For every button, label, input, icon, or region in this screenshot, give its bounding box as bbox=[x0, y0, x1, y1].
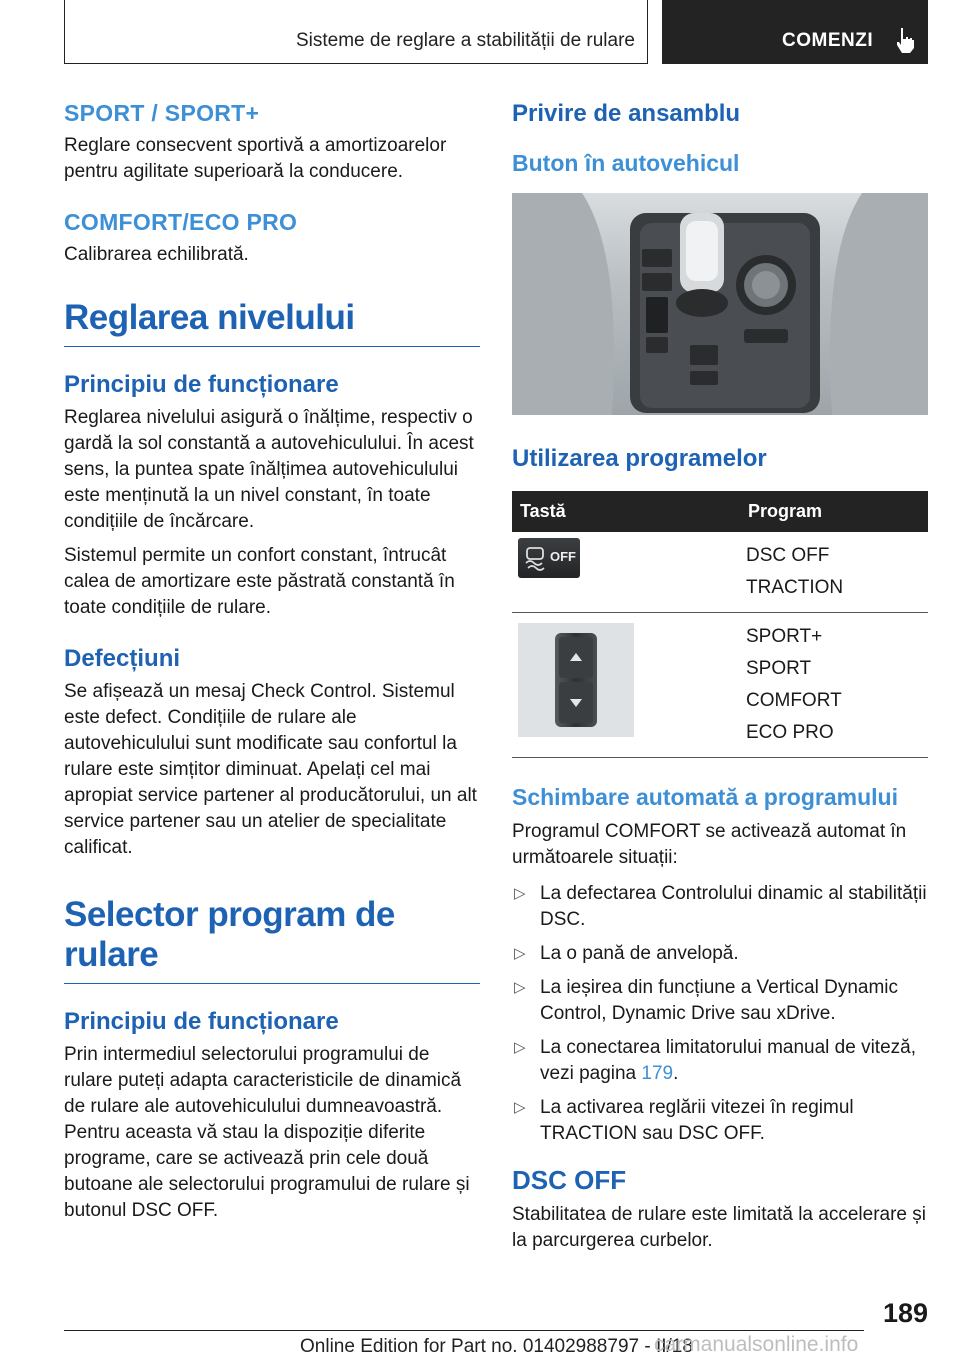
button-heading: Buton în autovehicul bbox=[512, 150, 740, 176]
defects-heading: Defecțiuni bbox=[64, 645, 181, 672]
auto-change-heading: Schimbare automată a programului bbox=[512, 784, 898, 810]
dsc-off-button-icon bbox=[518, 538, 580, 578]
header-chapter-tab[interactable] bbox=[662, 0, 928, 64]
triangle-bullet-icon: ▷ bbox=[514, 885, 526, 902]
footer-edition: Online Edition for Part no. 01402988797 - II/18 bbox=[300, 1336, 693, 1357]
triangle-bullet-icon: ▷ bbox=[514, 1039, 526, 1056]
right-column bbox=[512, 100, 928, 1254]
dsc-off-key-label: OFF bbox=[550, 549, 576, 564]
table-row bbox=[512, 532, 928, 613]
list-item: ▷ La o pană de anvelopă. bbox=[512, 941, 928, 967]
comfort-heading: COMFORT/ECO PRO bbox=[64, 209, 298, 235]
footer-divider bbox=[64, 1330, 864, 1331]
triangle-bullet-icon: ▷ bbox=[514, 1099, 526, 1116]
pointing-hand-icon bbox=[894, 26, 918, 54]
program-eco-pro: ECO PRO bbox=[746, 722, 834, 743]
list-item: ▷ La conectarea limitatorului manual de viteză, vezi pagina 179. bbox=[514, 1037, 916, 1084]
sport-heading: SPORT / SPORT+ bbox=[64, 100, 260, 126]
list-item: ▷ La defectarea Controlului dinamic al stabilității DSC. bbox=[514, 883, 927, 930]
level-paragraph-1: Reglarea nivelului asigură o înălțime, respectiv o gardă la sol constantă a autovehiculului. În acest sens, la puntea spate înălțimea autovehiculului este menținută la un nivel constant, în toate condițiile de încărcare. bbox=[64, 407, 474, 532]
table-header-program: Program bbox=[740, 491, 928, 532]
up-down-rocker-switch-icon bbox=[518, 623, 634, 737]
console-photo bbox=[512, 193, 928, 415]
header-chapter-label: COMENZI bbox=[782, 30, 874, 51]
list-item: ▷ La activarea reglării vitezei în regimul TRACTION sau DSC OFF. bbox=[514, 1097, 854, 1144]
defects-text: Se afișează un mesaj Check Control. Sistemul este defect. Condițiile de rulare ale autovehiculului sunt modificate sau confortul la rulare este simțitor diminuat. Apelați cel mai apropiat service partener al producătorului, un alt service partener sau un atelier de specialitate calificat. bbox=[64, 681, 477, 858]
header-section-box bbox=[64, 0, 648, 64]
auto-change-list bbox=[512, 881, 928, 1147]
level-principle-heading: Principiu de funcționare bbox=[64, 371, 339, 398]
selector-principle-heading: Principiu de funcționare bbox=[64, 1008, 339, 1035]
center-console-illustration bbox=[512, 193, 928, 415]
level-paragraph-2: Sistemul permite un confort constant, întrucât calea de amortizare este păstrată constantă în toate condițiile de rulare. bbox=[64, 545, 455, 618]
triangle-bullet-icon: ▷ bbox=[514, 979, 526, 996]
list-item: ▷ La ieșirea din funcțiune a Vertical Dynamic Control, Dynamic Drive sau xDrive. bbox=[514, 977, 899, 1024]
page-link-179[interactable]: 179 bbox=[641, 1063, 674, 1084]
level-title: Reglarea nivelului bbox=[64, 298, 480, 347]
left-column bbox=[64, 100, 480, 1224]
page-number: 189 bbox=[882, 1298, 928, 1328]
header-section-title: Sisteme de reglare a stabilității de rulare bbox=[295, 30, 635, 51]
auto-change-intro: Programul COMFORT se activează automat în următoarele situații: bbox=[512, 821, 907, 868]
comfort-text: Calibrarea echilibrată. bbox=[64, 244, 249, 265]
watermark: carmanualsonline.info bbox=[654, 1333, 859, 1356]
dsc-off-heading: DSC OFF bbox=[512, 1165, 627, 1195]
program-dsc-off: DSC OFF bbox=[746, 545, 830, 566]
program-sport: SPORT bbox=[746, 658, 812, 679]
table-row bbox=[512, 613, 928, 758]
program-sport-plus: SPORT+ bbox=[746, 626, 823, 647]
triangle-bullet-icon: ▷ bbox=[514, 945, 526, 962]
selector-title: Selector program de rulare bbox=[64, 895, 480, 984]
dsc-off-text: Stabilitatea de rulare este limitată la accelerare și la parcurgerea curbelor. bbox=[512, 1204, 926, 1251]
overview-heading: Privire de ansamblu bbox=[512, 100, 741, 127]
sport-text: Reglare consecvent sportivă a amortizoarelor pentru agilitate superioară la conducere. bbox=[64, 135, 447, 182]
program-traction: TRACTION bbox=[746, 577, 844, 598]
table-header-key: Tastă bbox=[512, 491, 740, 532]
selector-text: Prin intermediul selectorului programului de rulare puteți adapta caracteristicile de dinamică de rulare ale autovehiculului dumneavoastră. Pentru aceasta vă stau la dispoziție diferite programe, care se activează prin cele două butoane ale selectorului programului de rulare și butonul DSC OFF. bbox=[64, 1044, 470, 1221]
program-comfort: COMFORT bbox=[746, 690, 842, 711]
usage-heading: Utilizarea programelor bbox=[512, 445, 767, 472]
program-table bbox=[512, 491, 928, 758]
